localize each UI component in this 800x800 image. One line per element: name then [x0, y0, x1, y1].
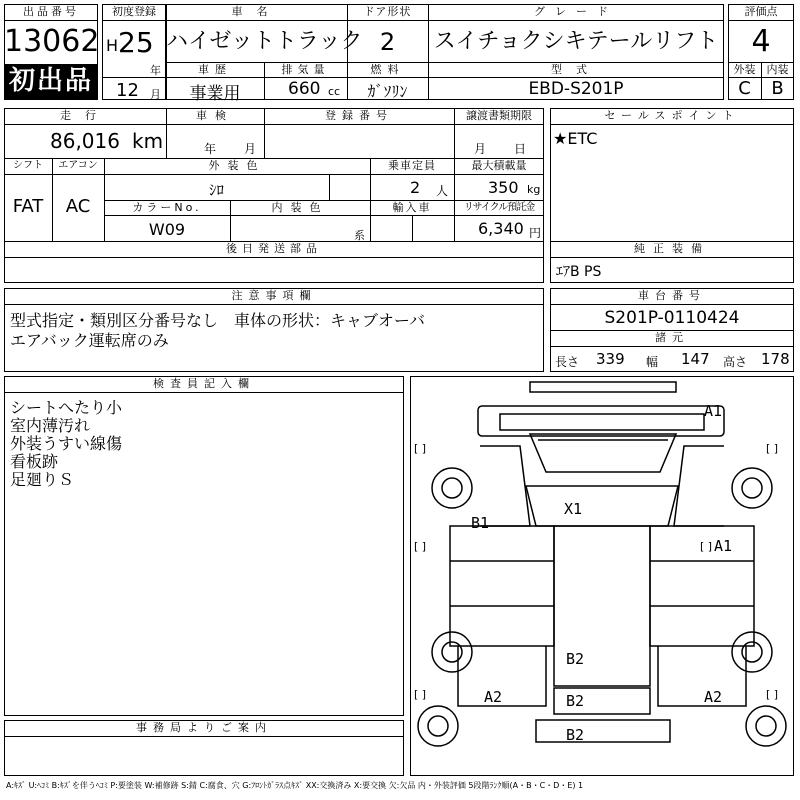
displacement-value: 660: [288, 79, 321, 99]
bracket-rear-right: [ ]: [766, 688, 779, 701]
int-grade-label: 内装: [766, 63, 789, 76]
model-value: EBD-S201P: [528, 79, 624, 99]
equipment-label: 純正装備: [634, 242, 710, 255]
int-grade: B: [771, 78, 784, 99]
shift-label: シフト: [13, 160, 43, 171]
ext-grade: C: [738, 78, 751, 99]
shift-value: FAT: [12, 196, 44, 217]
grade-value: スイチョクシキテールリフト: [433, 29, 719, 54]
inspector-line-1: シートへたり小: [10, 398, 123, 417]
later-parts-label: 後日発送部品: [226, 242, 322, 255]
ext-grade-label: 外装: [733, 63, 756, 76]
intcolor-label: 内装色: [271, 201, 329, 214]
inspector-label: 検査員記入欄: [153, 377, 255, 390]
name-label: 車名: [231, 5, 282, 18]
mark-a2-right: A2: [704, 688, 723, 706]
colorno-value: W09: [148, 220, 186, 239]
load-value: 350: [488, 178, 519, 197]
reg-year: 25: [118, 26, 154, 59]
grade-label: グレード: [534, 5, 618, 18]
lot-number: 13062: [4, 24, 100, 59]
inspector-line-2: 室内薄汚れ: [10, 416, 91, 435]
displacement-unit: cc: [328, 85, 341, 98]
mileage-value: 86,016: [50, 129, 120, 153]
transfer-label: 譲渡書類期限: [466, 109, 532, 122]
bracket-mid-left: [ ]: [414, 540, 427, 553]
colorno-label: カラーNo.: [132, 201, 202, 214]
color-label: 外装色: [208, 159, 266, 172]
height-label: 高さ: [723, 355, 748, 369]
mileage-label: 走行: [60, 109, 110, 122]
chassis-label: 車台番号: [638, 289, 706, 302]
intcolor-unit: 系: [354, 229, 365, 242]
import-label: 輸入車: [392, 201, 432, 214]
score-label: 評価点: [744, 5, 778, 18]
reg-era: H: [106, 36, 119, 55]
door-label: ドア形状: [363, 5, 412, 18]
reg-label: 初度登録: [112, 5, 156, 18]
reg-month-unit: 月: [150, 88, 161, 101]
ac-value: AC: [65, 196, 91, 217]
length-value: 339: [596, 350, 625, 368]
notes-line-2: エアバック運転席のみ: [10, 331, 169, 350]
fuel-label: 燃料: [370, 63, 405, 76]
recycle-label: リサイクル預託金: [463, 202, 535, 213]
selling-points-label: セールスポイント: [604, 109, 740, 122]
mark-b2-mid: B2: [566, 650, 585, 668]
door-count: 2: [379, 28, 396, 56]
color-value: ｼﾛ: [208, 181, 224, 199]
dims-label: 諸元: [655, 331, 689, 344]
selling-points-text: ★ETC: [553, 129, 598, 148]
mark-b2-rear: B2: [566, 726, 585, 744]
office-label: 事務局よりご案内: [136, 721, 272, 734]
inspection-month-unit: 月: [244, 142, 257, 156]
mark-b2-low: B2: [566, 692, 585, 710]
inspector-line-5: 足廻りＳ: [10, 470, 75, 489]
displacement-label: 排気量: [281, 63, 330, 76]
notes-line-1: 型式指定・類別区分番号なし 車体の形状：キャブオーバ: [10, 311, 426, 330]
mark-x1: X1: [564, 500, 583, 518]
transfer-day-unit: 日: [514, 142, 527, 156]
load-label: 最大積載量: [471, 159, 527, 172]
reg-year-unit: 年: [150, 64, 161, 77]
bracket-front-left: [ ]: [414, 442, 427, 455]
legend-text: A:ｷｽﾞ U:ﾍｺﾐ B:ｷｽﾞを伴うﾍｺﾐ P:要塗装 W:補修跡 S:錆 C:腐食、穴 G:ﾌﾛﾝﾄｶﾞﾗｽ点ｷｽﾞ XX:交換済み X:要交換 欠:欠品 内・外装評価 5段階ﾗﾝｸ順(A・B・C・D・E) 1: [6, 781, 584, 790]
fuel-value: ｶﾞｿﾘﾝ: [367, 82, 408, 101]
recycle-value: 6,340: [478, 219, 524, 238]
vehicle-diagram: [410, 376, 794, 776]
seats-unit: 人: [436, 184, 449, 198]
width-label: 幅: [646, 355, 659, 369]
inspector-line-3: 外装うすい線傷: [10, 434, 123, 453]
seats-label: 乗車定員: [388, 159, 436, 172]
history-value: 事業用: [189, 84, 241, 104]
equipment-text: ｴｱB PS: [556, 264, 602, 280]
car-name: ハイゼットトラック: [166, 29, 363, 54]
score-value: 4: [751, 24, 771, 59]
ac-label: エアコン: [58, 160, 98, 171]
bracket-mid-right: [ ]: [700, 540, 713, 553]
mark-b1: B1: [471, 514, 490, 532]
reg-month: 12: [116, 80, 139, 101]
mark-a1-top: A1: [704, 402, 723, 420]
inspector-line-4: 看板跡: [10, 452, 59, 471]
mileage-unit: km: [132, 129, 164, 153]
history-label: 車歴: [198, 63, 232, 76]
width-value: 147: [681, 350, 710, 368]
first-listing-text: 初出品: [8, 66, 93, 96]
seats-value: 2: [410, 178, 421, 197]
inspection-year-unit: 年: [204, 142, 217, 156]
mark-a2-left: A2: [484, 688, 503, 706]
notes-label: 注意事項欄: [231, 289, 317, 302]
inspection-label: 車検: [196, 109, 234, 122]
lot-label: 出品番号: [23, 5, 79, 18]
chassis-number: S201P-0110424: [604, 308, 740, 328]
length-label: 長さ: [555, 355, 580, 369]
load-unit: kg: [527, 183, 541, 196]
bracket-front-right: [ ]: [766, 442, 779, 455]
plate-label: 登録番号: [325, 109, 393, 122]
height-value: 178: [761, 350, 790, 368]
recycle-unit: 円: [529, 226, 542, 240]
bracket-rear-left: [ ]: [414, 688, 427, 701]
transfer-month-unit: 月: [474, 142, 487, 156]
mark-a1-right: A1: [714, 537, 733, 555]
model-label: 型式: [551, 63, 601, 76]
